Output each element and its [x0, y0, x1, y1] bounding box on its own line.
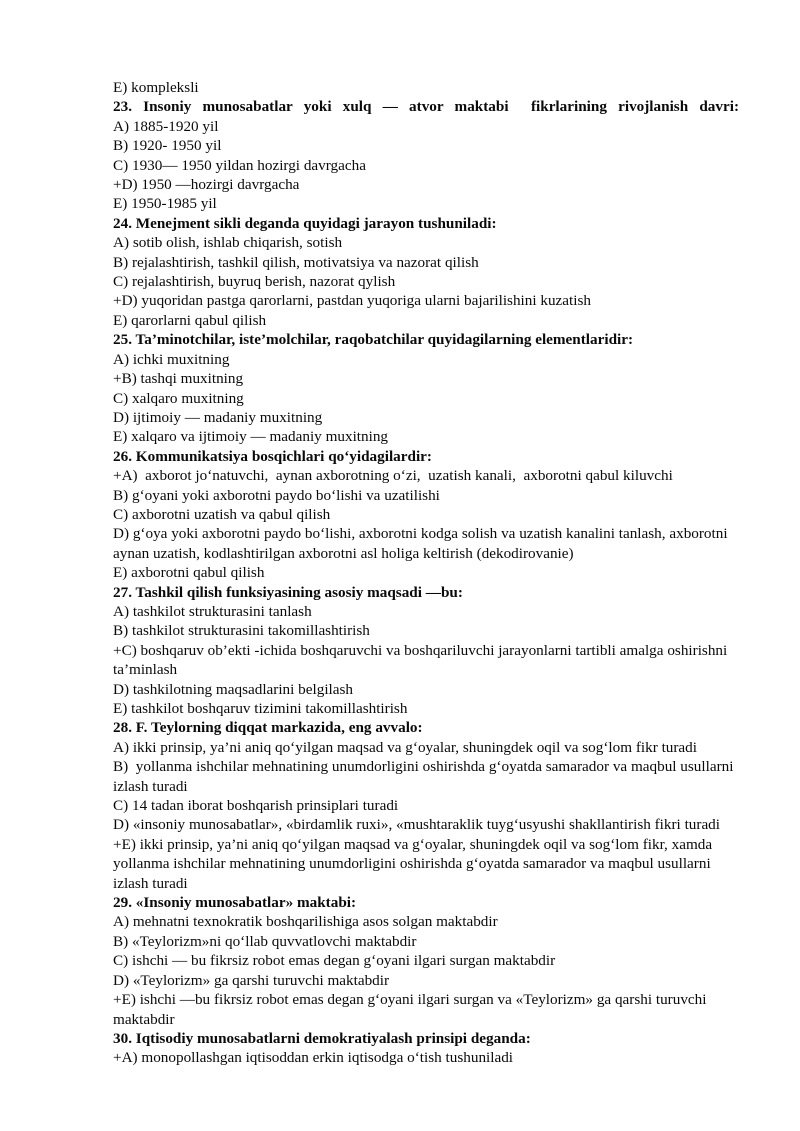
question-heading: 23. Insoniy munosabatlar yoki xulq — atvor maktabi fikrlarining rivojlanish davri: [113, 98, 739, 116]
answer-option: E) qarorlarni qabul qilish [113, 311, 267, 329]
answer-option: A) ikki prinsip, ya’ni aniq qoʻyilgan maqsad va gʻoyalar, shuningdek oqil va sogʻlom fikr turadi [113, 738, 697, 756]
question-heading: 26. Kommunikatsiya bosqichlari qoʻyidagilardir: [113, 447, 432, 465]
answer-option: A) mehnatni texnokratik boshqarilishiga asos solgan maktabdir [113, 913, 498, 931]
answer-option: +B) tashqi muxitning [113, 370, 244, 388]
answer-option: B) rejalashtirish, tashkil qilish, motivatsiya va nazorat qilish [113, 253, 479, 271]
answer-option: C) ishchi — bu fikrsiz robot emas degan gʻoyani ilgari surgan maktabdir [113, 952, 556, 970]
question-heading: 29. «Insoniy munosabatlar» maktabi: [113, 894, 357, 912]
answer-option: B) 1920- 1950 yil [113, 137, 222, 155]
answer-option: C) axborotni uzatish va qabul qilish [113, 505, 331, 523]
answer-option: +E) ishchi —bu fikrsiz robot emas degan gʻoyani ilgari surgan va «Teylorizm» ga qarshi turuvchi maktabdir [113, 991, 711, 1028]
answer-option: E) kompleksli [113, 79, 199, 96]
answer-option: D) ijtimoiy — madaniy muxitning [113, 408, 323, 426]
answer-option: D) «insoniy munosabatlar», «birdamlik ruxi», «mushtaraklik tuygʻusyushi shakllantirish fikri turadi [113, 816, 720, 834]
answer-option: A) 1885-1920 yil [113, 117, 219, 135]
question-heading: 28. F. Teylorning diqqat markazida, eng avvalo: [113, 719, 423, 737]
answer-option: +C) boshqaruv ob’ekti -ichida boshqaruvchi va boshqariluvchi jarayonlarni tartibli amalga oshirishni ta’minlash [113, 641, 732, 679]
question-heading: 24. Menejment sikli deganda quyidagi jarayon tushuniladi: [113, 214, 497, 232]
answer-option: +A) monopollashgan iqtisoddan erkin iqtisodga oʻtish tushuniladi [113, 1049, 514, 1067]
test-questions-body [113, 78, 739, 1068]
answer-option: C) xalqaro muxitning [113, 389, 244, 407]
question-heading: 25. Ta’minotchilar, iste’molchilar, raqobatchilar quyidagilarning elementlaridir: [113, 331, 634, 349]
answer-option: +E) ikki prinsip, ya’ni aniq qoʻyilgan maqsad va gʻoyalar, shuningdek oqil va sogʻlom fikr, xamda yollanma ishchilar mehnatining unumdorligini oshirishda gʻoyatda samarador va maqbul usullarni izlash turadi [113, 835, 716, 892]
answer-option: +A) axborot joʻnatuvchi, aynan axborotning oʻzi, uzatish kanali, axborotni qabul kiluvchi [113, 467, 673, 485]
answer-option: D) gʻoya yoki axborotni paydo boʻlishi, axborotni kodga solish va uzatish kanalini tanlash, axborotni aynan uzatish, kodlashtirilgan axborotni asl holiga keltirish (dekodirovanie) [113, 525, 732, 562]
answer-option: +D) 1950 —hozirgi davrgacha [113, 176, 300, 194]
answer-option: B) yollanma ishchilar mehnatining unumdorligini oshirishda gʻoyatda samarador va maqbul usullarni izlash turadi [113, 758, 738, 795]
answer-option: E) xalqaro va ijtimoiy — madaniy muxitning [113, 428, 389, 446]
answer-option: C) 1930— 1950 yildan hozirgi davrgacha [113, 156, 366, 174]
question-heading: 30. Iqtisodiy munosabatlarni demokratiyalash prinsipi deganda: [113, 1029, 531, 1047]
answer-option: B) gʻoyani yoki axborotni paydo boʻlishi va uzatilishi [113, 486, 440, 504]
answer-option: B) «Teylorizm»ni qoʻllab quvvatlovchi maktabdir [113, 932, 417, 950]
answer-option: E) axborotni qabul qilish [113, 564, 265, 582]
question-heading: 27. Tashkil qilish funksiyasining asosiy maqsadi —bu: [113, 583, 463, 601]
answer-option: E) 1950-1985 yil [113, 195, 217, 213]
answer-option: +D) yuqoridan pastga qarorlarni, pastdan yuqoriga ularni bajarilishini kuzatish [113, 292, 591, 310]
answer-option: E) tashkilot boshqaruv tizimini takomillashtirish [113, 700, 408, 717]
answer-option: A) sotib olish, ishlab chiqarish, sotish [113, 234, 343, 252]
answer-option: B) tashkilot strukturasini takomillashtirish [113, 622, 370, 640]
answer-option: A) ichki muxitning [113, 350, 230, 368]
answer-option: C) 14 tadan iborat boshqarish prinsiplari turadi [113, 797, 399, 815]
answer-option: A) tashkilot strukturasini tanlash [113, 602, 312, 620]
answer-option: D) «Teylorizm» ga qarshi turuvchi maktabdir [113, 971, 390, 989]
answer-option: D) tashkilotning maqsadlarini belgilash [113, 680, 354, 698]
answer-option: C) rejalashtirish, buyruq berish, nazorat qylish [113, 273, 396, 291]
